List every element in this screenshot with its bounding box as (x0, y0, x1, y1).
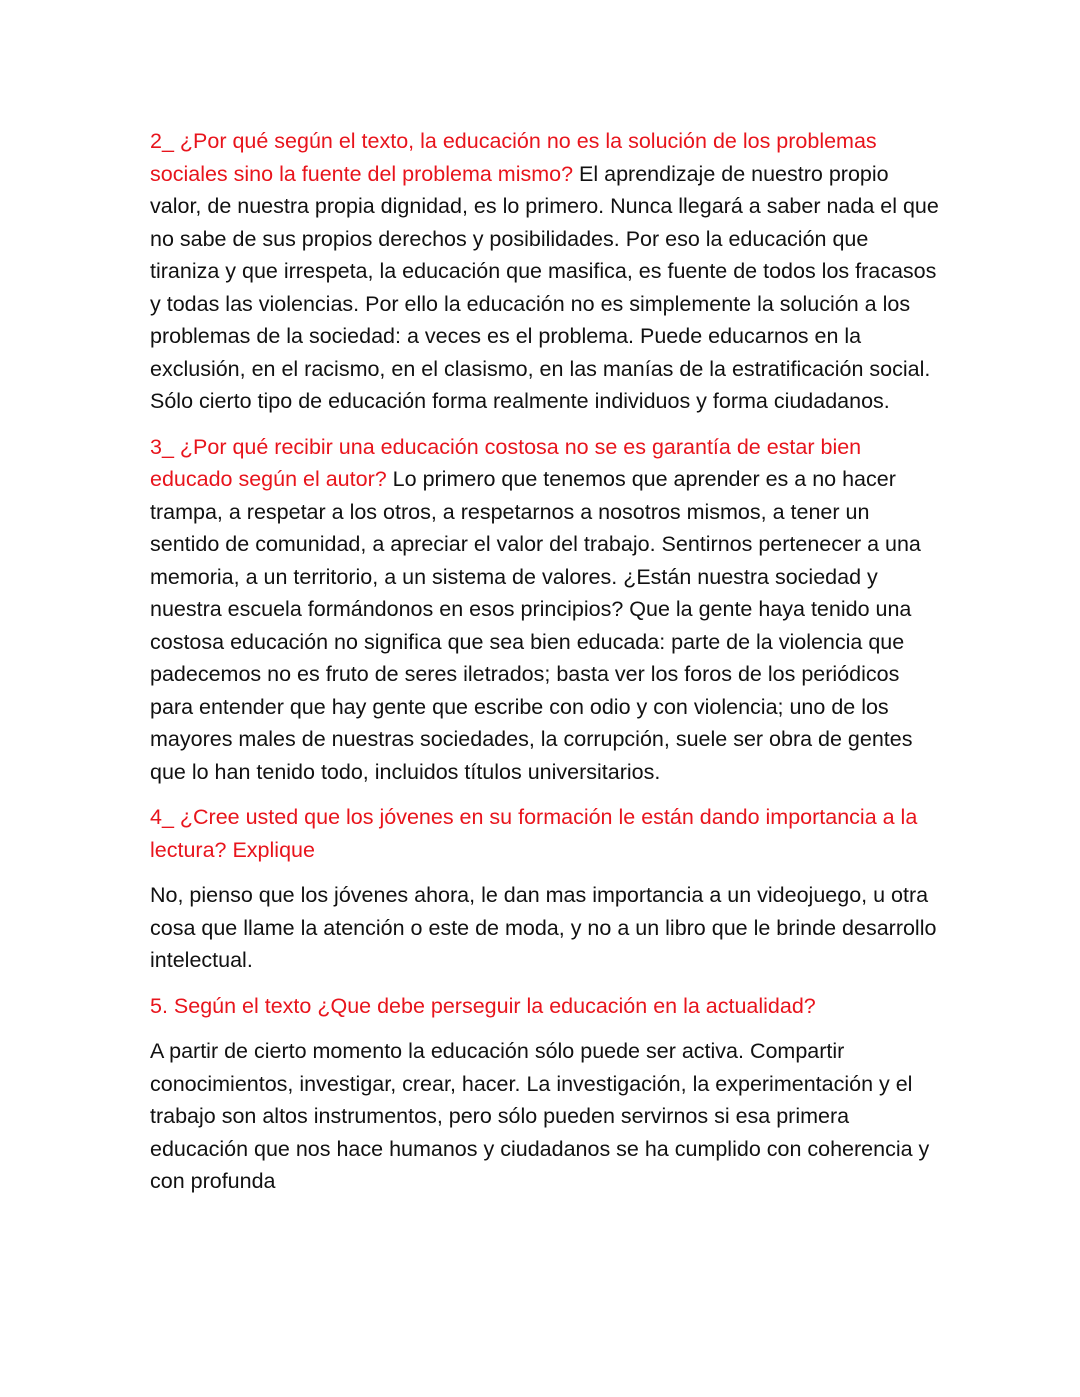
answer-2: El aprendizaje de nuestro propio valor, de nuestra propia dignidad, es lo primero. Nunca llegará a saber nada el que no sabe de sus propios derechos y posibilidades. Por eso la educación que tiraniza y que irrespeta, la educación que masifica, es fuente de todos los fracasos y todas las violencias. Por ello la educación no es simplemente la solución a los problemas de la sociedad: a veces es el problema. Puede educarnos en la exclusión, en el racismo, en el clasismo, en las manías de la estratificación social. Sólo cierto tipo de educación forma realmente individuos y forma ciudadanos. (150, 161, 939, 413)
answer-4: No, pienso que los jóvenes ahora, le dan mas importancia a un videojuego, u otra cosa que llame la atención o este de moda, y no a un libro que le brinde desarrollo intelectual. (150, 883, 937, 972)
item-2 (150, 125, 940, 418)
question-2: 2_ ¿Por qué según el texto, la educación no es la solución de los problemas sociales sino la fuente del problema mismo? (150, 129, 877, 186)
answer-3: Lo primero que tenemos que aprender es a no hacer trampa, a respetar a los otros, a respetarnos a nosotros mismos, a tener un sentido de comunidad, a apreciar el valor del trabajo. Sentirnos pertenecer a una memoria, a un territorio, a un sistema de valores. ¿Están nuestra sociedad y nuestra escuela formándonos en esos principios? Que la gente haya tenido una costosa educación no significa que sea bien educada: parte de la violencia que padecemos no es fruto de seres iletrados; basta ver los foros de los periódicos para entender que hay gente que escribe con odio y con violencia; uno de los mayores males de nuestras sociedades, la corrupción, suele ser obra de gentes que lo han tenido todo, incluidos títulos universitarios. (150, 467, 921, 784)
item-3 (150, 431, 940, 789)
document-page (150, 125, 940, 1211)
question-3: 3_ ¿Por qué recibir una educación costosa no se es garantía de estar bien educado según el autor? (150, 434, 862, 491)
question-4: 4_ ¿Cree usted que los jóvenes en su formación le están dando importancia a la lectura? Explique (150, 805, 918, 862)
answer-5: A partir de cierto momento la educación sólo puede ser activa. Compartir conocimientos, investigar, crear, hacer. La investigación, la experimentación y el trabajo son altos instrumentos, pero sólo pueden servirnos si esa primera educación que nos hace humanos y ciudadanos se ha cumplido con coherencia y con profunda (150, 1039, 930, 1193)
question-5: 5. Según el texto ¿Que debe perseguir la educación en la actualidad? (150, 993, 816, 1018)
